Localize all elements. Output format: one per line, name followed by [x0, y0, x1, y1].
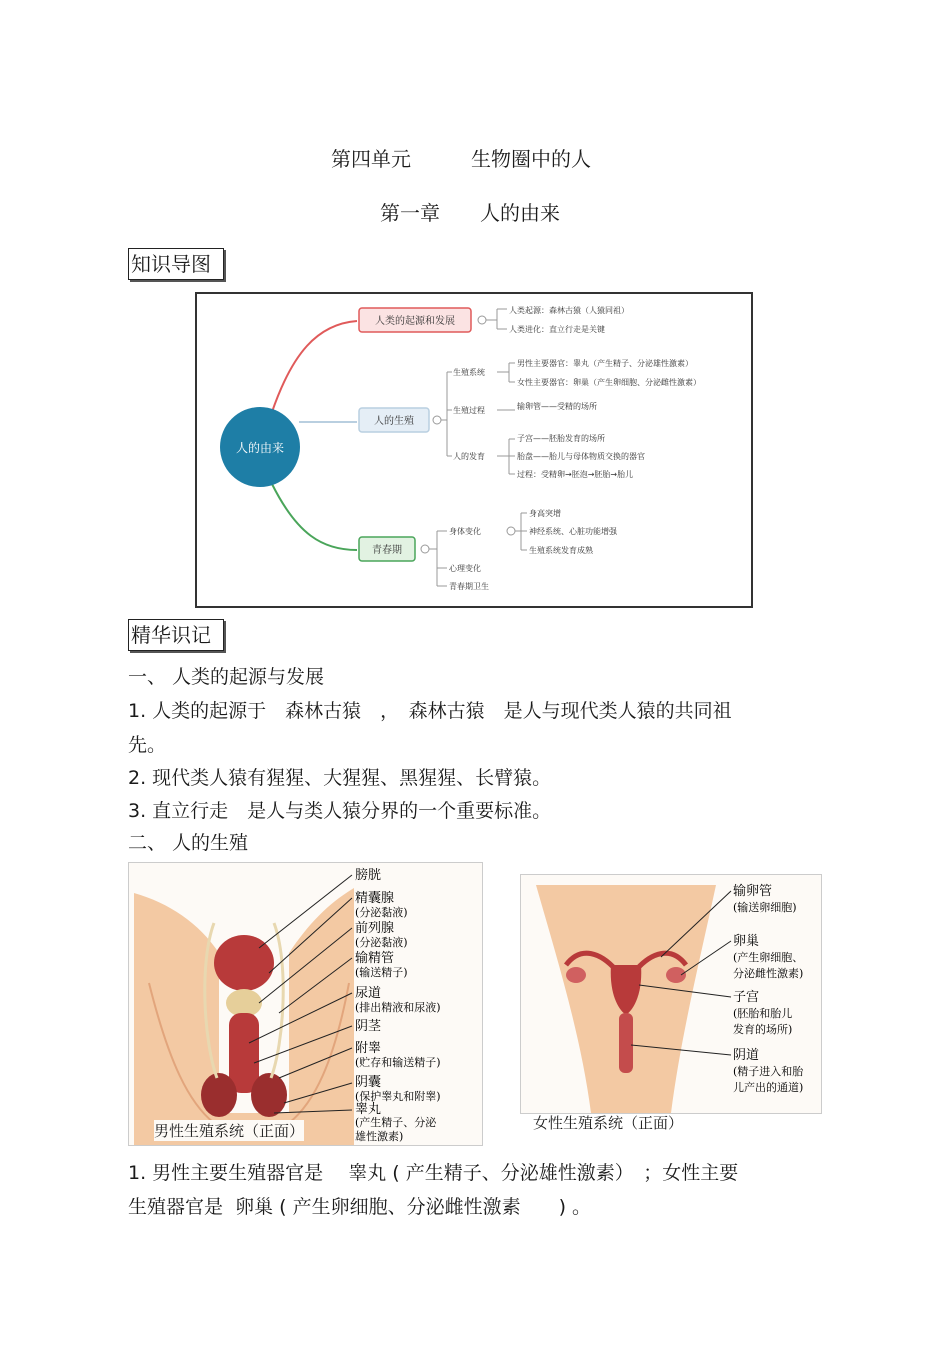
branch3-bracket: [429, 531, 447, 586]
female-label-note: (产生卵细胞、: [733, 951, 804, 964]
branch3-hygiene-label: 青春期卫生: [449, 582, 489, 591]
branch3-toggle-icon[interactable]: [421, 545, 429, 553]
process-item: 输卵管——受精的场所: [517, 402, 597, 411]
heading-origin: 一、 人类的起源与发展: [128, 666, 325, 688]
female-label-name: 分泌雌性激素): [733, 967, 804, 980]
male-label-note: (排出精液和尿液): [355, 1001, 441, 1014]
male-label-note: (产生精子、分泌: [355, 1116, 437, 1129]
dev-item: 过程：受精卵→胚泡→胚胎→胎儿: [517, 470, 634, 479]
female-label-name: 卵巢: [733, 934, 760, 949]
mind-map-svg: [197, 294, 751, 606]
branch1-bracket: [486, 309, 507, 329]
paragraph-organs-line2: 生殖器官是 卵巢 ( 产生卵细胞、分泌雌性激素 ) 。: [128, 1196, 592, 1218]
male-label-name: 前列腺: [355, 921, 395, 936]
paragraph-upright: 3. 直立行走 是人与类人猿分界的一个重要标准。: [128, 800, 552, 822]
mind-map: [195, 292, 753, 608]
ovary-left: [566, 967, 586, 983]
branch2-system-label: 生殖系统: [453, 368, 485, 377]
female-reproductive-figure: [520, 874, 822, 1114]
paragraph-origin-line1: 1. 人类的起源于 森林古猿 ， 森林古猿 是人与现代类人猿的共同祖: [128, 700, 732, 722]
male-label-name: 输精管: [355, 951, 395, 966]
branch3-label: 青春期: [372, 545, 402, 556]
branch3-mind-label: 心理变化: [449, 564, 481, 573]
male-reproductive-figure: [128, 862, 483, 1146]
female-label-note: (胚胎和胎儿: [733, 1007, 793, 1020]
system-item: 男性主要器官：睾丸（产生精子、分泌雄性激素）: [517, 359, 693, 368]
system-bracket: [497, 363, 515, 382]
female-figure-caption: 女性生殖系统（正面）: [533, 1114, 684, 1132]
female-label-name: 儿产出的通道): [733, 1081, 804, 1094]
vagina-organ: [619, 1013, 633, 1073]
testis-left-organ: [201, 1073, 237, 1117]
body-item: 身高突增: [529, 509, 561, 518]
branch2-toggle-icon[interactable]: [433, 416, 441, 424]
testis-right-organ: [251, 1073, 287, 1117]
branch2-bracket: [441, 372, 452, 456]
branch1-connector: [272, 321, 357, 412]
section-label-essential-notes: 精华识记: [128, 619, 224, 651]
dev-item: 胎盘——胎儿与母体物质交换的器官: [517, 452, 645, 461]
unit-title: 第四单元 生物圈中的人: [331, 147, 591, 171]
female-label-name: 子宫: [733, 990, 760, 1005]
female-label-note: (输送卵细胞): [733, 901, 797, 914]
male-label-note: (分泌黏液): [355, 936, 408, 949]
paragraph-apes: 2. 现代类人猿有猩猩、大猩猩、黑猩猩、长臂猿。: [128, 767, 552, 789]
heading-reproduction: 二、 人的生殖: [128, 832, 249, 854]
male-label-note: (分泌黏液): [355, 906, 408, 919]
branch1-toggle-icon[interactable]: [478, 316, 486, 324]
body-item: 生殖系统发育成熟: [529, 546, 593, 555]
branch1-item: 人类进化：直立行走是关键: [509, 325, 605, 334]
section-label-knowledge-map: 知识导图: [128, 248, 224, 280]
female-label-name: 阴道: [733, 1048, 760, 1063]
male-figure-caption: 男性生殖系统（正面）: [154, 1122, 305, 1140]
body-item: 神经系统、心脏功能增强: [529, 527, 617, 536]
female-label-name: 发育的场所): [733, 1023, 793, 1036]
female-figure-svg: [521, 875, 821, 1113]
male-label-note: (输送精子): [355, 966, 408, 979]
male-label-name: 尿道: [355, 986, 382, 1001]
male-label-name: 阴囊: [355, 1075, 382, 1090]
system-item: 女性主要器官：卵巢（产生卵细胞、分泌雌性激素）: [517, 378, 701, 387]
prostate-organ: [226, 989, 262, 1017]
male-label-name: 阴茎: [355, 1019, 382, 1034]
paragraph-organs-line1: 1. 男性主要生殖器官是 睾丸 ( 产生精子、分泌雄性激素） ；女性主要: [128, 1162, 739, 1184]
male-label-name: 睾丸: [355, 1102, 382, 1117]
branch1-item: 人类起源：森林古猿（人猿同祖）: [509, 306, 629, 315]
female-label-note: (精子进入和胎: [733, 1065, 804, 1078]
dev-bracket: [497, 439, 515, 474]
male-label-name: 雄性激素): [355, 1130, 404, 1143]
branch2-label: 人的生殖: [374, 416, 414, 427]
male-label-note: (保护睾丸和附睾): [355, 1090, 441, 1103]
branch2-dev-label: 人的发育: [453, 452, 485, 461]
male-label-note: (贮存和输送精子): [355, 1056, 441, 1069]
body-bracket: [515, 513, 527, 550]
dev-item: 子宫——胚胎发育的场所: [517, 434, 605, 443]
branch2-process-label: 生殖过程: [453, 406, 485, 415]
body-toggle-icon[interactable]: [507, 527, 515, 535]
paragraph-origin-line2: 先。: [128, 734, 167, 756]
branch3-body-label: 身体变化: [449, 527, 481, 536]
male-label-name: 附睾: [355, 1041, 382, 1056]
male-label-name: 精囊腺: [355, 891, 395, 906]
female-label-name: 输卵管: [733, 884, 773, 899]
male-figure-svg: [129, 863, 482, 1145]
penis-organ: [229, 1013, 259, 1093]
branch1-label: 人类的起源和发展: [375, 316, 455, 327]
branch3-connector: [272, 484, 357, 550]
chapter-title: 第一章 人的由来: [380, 201, 560, 225]
ovary-right: [666, 967, 686, 983]
mind-map-center-text: 人的由来: [235, 441, 285, 455]
male-label-name: 膀胱: [355, 868, 382, 883]
